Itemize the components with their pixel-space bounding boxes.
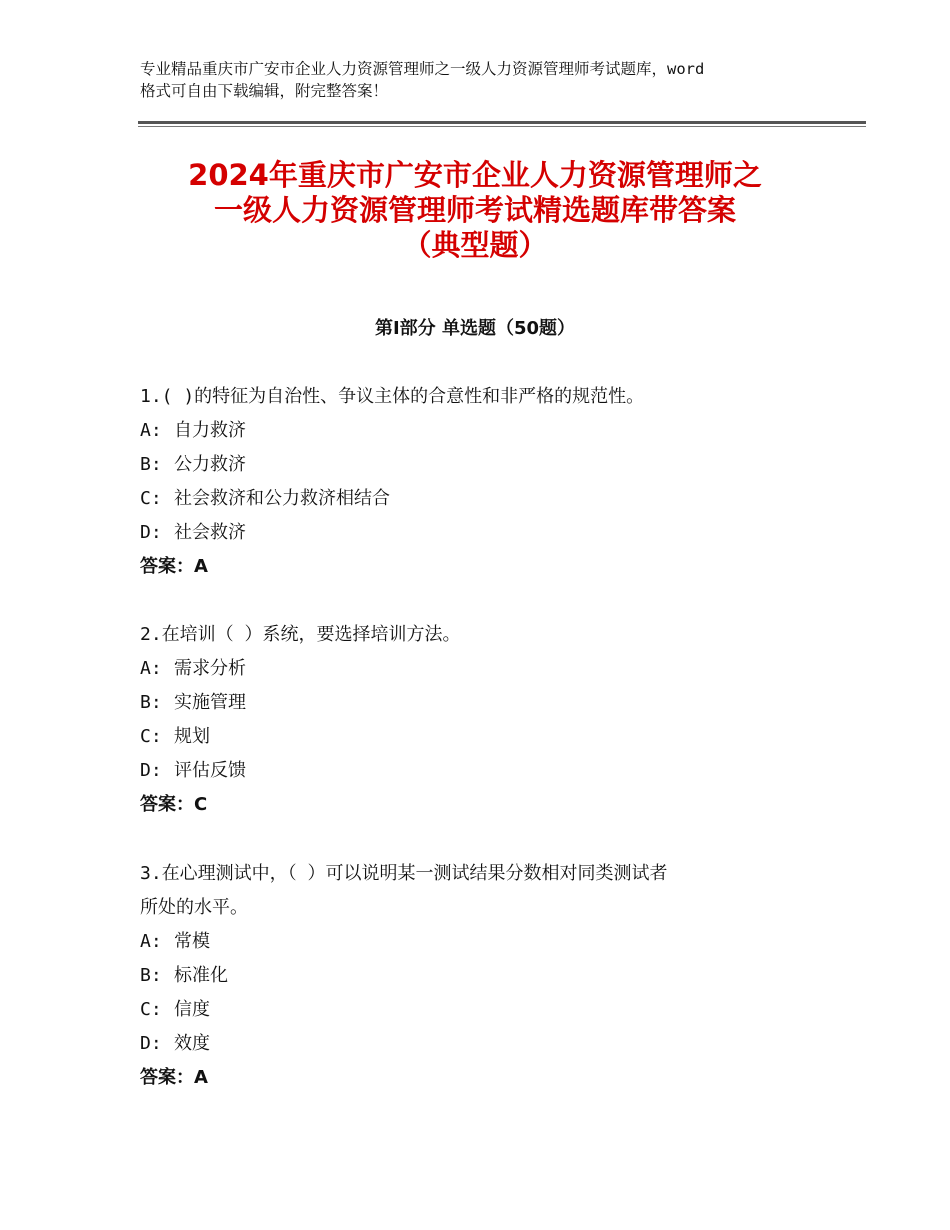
option-letter: C: bbox=[140, 999, 162, 1020]
option-letter: D: bbox=[140, 1033, 162, 1054]
header-divider-thin bbox=[138, 126, 866, 127]
option-letter: B: bbox=[140, 692, 162, 713]
option-text: 标准化 bbox=[174, 965, 228, 986]
header-note bbox=[140, 58, 830, 102]
question-3 bbox=[140, 857, 820, 1095]
option-a bbox=[140, 925, 820, 959]
option-letter: C: bbox=[140, 726, 162, 747]
option-b bbox=[140, 686, 820, 720]
option-letter: C: bbox=[140, 488, 162, 509]
option-d bbox=[140, 516, 820, 550]
document-title bbox=[140, 158, 810, 263]
question-stem-line2: 所处的水平。 bbox=[140, 897, 248, 918]
option-text: 社会救济 bbox=[174, 522, 246, 543]
option-b bbox=[140, 448, 820, 482]
option-c bbox=[140, 482, 820, 516]
option-text: 需求分析 bbox=[174, 658, 246, 679]
header-divider-thick bbox=[138, 121, 866, 124]
option-d bbox=[140, 754, 820, 788]
option-a bbox=[140, 414, 820, 448]
option-text: 实施管理 bbox=[174, 692, 246, 713]
title-line3: （典型题） bbox=[402, 228, 548, 262]
option-letter: D: bbox=[140, 522, 162, 543]
question-stem bbox=[140, 857, 820, 925]
option-text: 社会救济和公力救济相结合 bbox=[174, 488, 390, 509]
question-2 bbox=[140, 618, 820, 822]
answer: 答案：A bbox=[140, 1067, 208, 1088]
option-text: 信度 bbox=[174, 999, 210, 1020]
option-text: 自力救济 bbox=[174, 420, 246, 441]
option-letter: A: bbox=[140, 658, 162, 679]
answer: 答案：C bbox=[140, 794, 208, 815]
option-c bbox=[140, 993, 820, 1027]
option-text: 公力救济 bbox=[174, 454, 246, 475]
option-letter: D: bbox=[140, 760, 162, 781]
option-a bbox=[140, 652, 820, 686]
option-letter: A: bbox=[140, 931, 162, 952]
section-heading: 第Ⅰ部分 单选题（50题） bbox=[374, 318, 575, 339]
title-line2: 一级人力资源管理师考试精选题库带答案 bbox=[213, 193, 736, 227]
option-text: 规划 bbox=[174, 726, 210, 747]
option-text: 评估反馈 bbox=[174, 760, 246, 781]
question-stem: 2.在培训（ ）系统，要选择培训方法。 bbox=[140, 624, 461, 645]
option-d bbox=[140, 1027, 820, 1061]
option-text: 效度 bbox=[174, 1033, 210, 1054]
answer: 答案：A bbox=[140, 556, 208, 577]
option-text: 常模 bbox=[174, 931, 210, 952]
title-line1: 2024年重庆市广安市企业人力资源管理师之 bbox=[188, 158, 762, 192]
option-b bbox=[140, 959, 820, 993]
option-letter: B: bbox=[140, 454, 162, 475]
question-1 bbox=[140, 380, 820, 584]
question-stem-line1: 3.在心理测试中，（ ）可以说明某一测试结果分数相对同类测试者 bbox=[140, 863, 668, 884]
header-note-line2: 格式可自由下载编辑，附完整答案！ bbox=[140, 82, 389, 100]
option-letter: B: bbox=[140, 965, 162, 986]
header-note-line1: 专业精品重庆市广安市企业人力资源管理师之一级人力资源管理师考试题库，word bbox=[140, 60, 705, 78]
option-letter: A: bbox=[140, 420, 162, 441]
question-stem: 1.( )的特征为自治性、争议主体的合意性和非严格的规范性。 bbox=[140, 386, 645, 407]
option-c bbox=[140, 720, 820, 754]
